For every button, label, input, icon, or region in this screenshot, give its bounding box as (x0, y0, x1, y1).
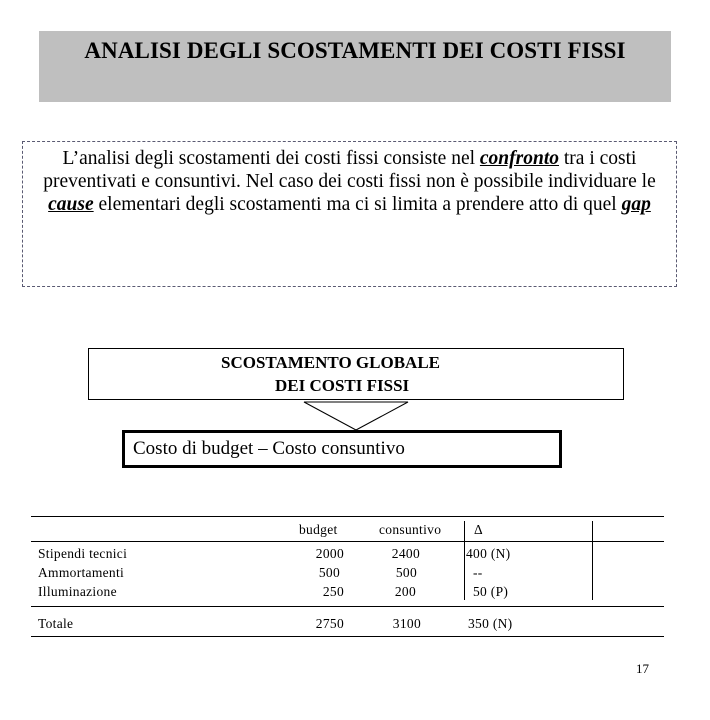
intro-part3: elementari degli scostamenti ma ci si limita a prendere atto di quel (93, 194, 622, 215)
row-delta-ammortamenti: -- (473, 565, 483, 580)
table-col-divider (464, 521, 465, 600)
table-top-rule (31, 516, 664, 517)
title-bar (39, 31, 671, 102)
down-arrow-icon (303, 401, 409, 431)
page-number: 17 (636, 661, 649, 676)
intro-text (33, 147, 666, 216)
row-budget-stipendi: 2000 (315, 546, 344, 561)
table-bottom-rule (31, 636, 664, 637)
slide-title: ANALISI DEGLI SCOSTAMENTI DEI COSTI FISSI (84, 38, 626, 63)
intro-box (22, 141, 677, 287)
table-col-divider-right (592, 521, 593, 600)
row-budget-ammortamenti: 500 (318, 565, 340, 580)
table-body-rule (31, 606, 664, 607)
table-header-rule (31, 541, 664, 542)
header-consuntivo: consuntivo (379, 522, 442, 537)
intro-part1: L’analisi degli scostamenti dei costi fissi consiste nel (62, 148, 480, 169)
total-budget: 2750 (315, 616, 344, 631)
header-budget: budget (299, 522, 338, 537)
total-label: Totale (38, 616, 74, 631)
total-delta: 350 (N) (468, 616, 513, 631)
global-variance-line2: DEI COSTI FISSI (275, 376, 410, 395)
intro-emph-cause: cause (48, 194, 94, 215)
intro-emph-gap: gap (621, 194, 651, 215)
header-delta: Δ (474, 522, 483, 537)
row-label-illuminazione: Illuminazione (38, 584, 117, 599)
global-variance-line1: SCOSTAMENTO GLOBALE (221, 353, 441, 372)
row-delta-stipendi: 400 (N) (466, 546, 511, 561)
global-variance-box (88, 348, 624, 400)
row-consuntivo-illuminazione: 200 (394, 584, 416, 599)
total-consuntivo: 3100 (392, 616, 421, 631)
intro-emph-confronto: confronto (479, 148, 560, 169)
row-label-stipendi: Stipendi tecnici (38, 546, 128, 561)
row-consuntivo-ammortamenti: 500 (395, 565, 417, 580)
formula-text: Costo di budget – Costo consuntivo (133, 438, 405, 459)
formula-box (122, 430, 562, 468)
row-consuntivo-stipendi: 2400 (391, 546, 420, 561)
row-label-ammortamenti: Ammortamenti (38, 565, 125, 580)
row-delta-illuminazione: 50 (P) (473, 584, 509, 599)
intro-part2: tra i costi preventivati e consuntivi. Nel caso dei costi fissi non è possibile individuare le (43, 148, 656, 192)
row-budget-illuminazione: 250 (322, 584, 344, 599)
